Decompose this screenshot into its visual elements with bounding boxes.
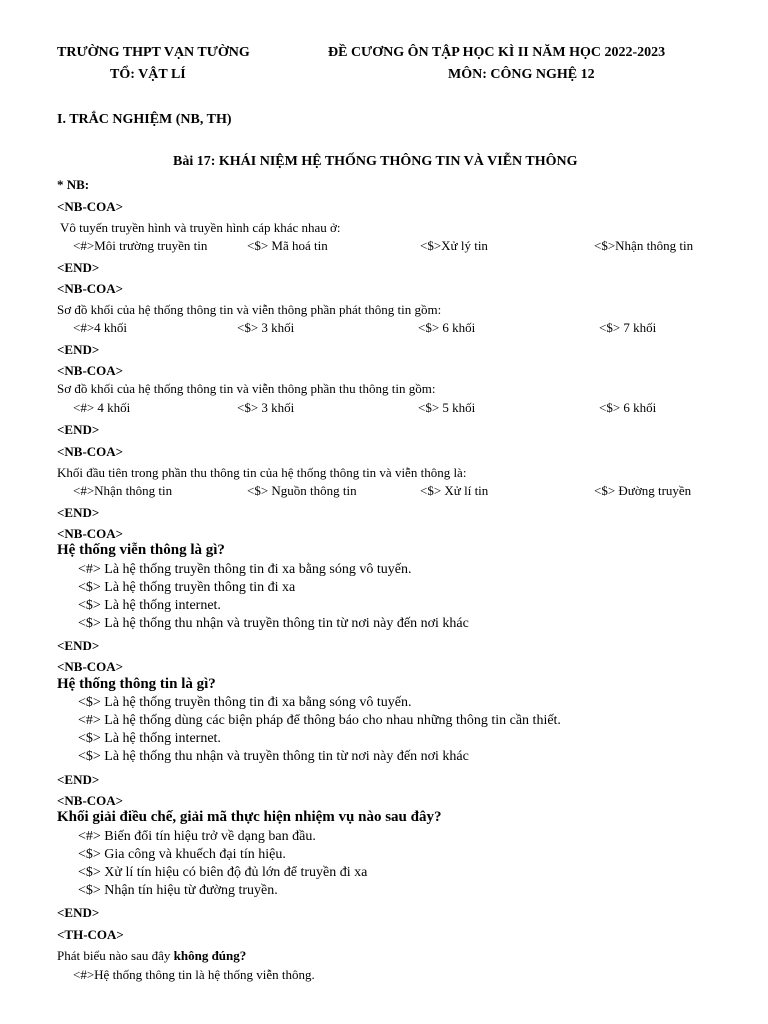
question-tag: <NB-COA> [57, 659, 124, 674]
answer-option: <$> 3 khối [237, 320, 295, 335]
answer-option: <$> Là hệ thống truyền thông tin đi xa bằng sóng vô tuyến. [78, 695, 412, 710]
answer-option: <$> 6 khối [599, 400, 657, 415]
answer-option: <#>Môi trường truyền tin [73, 238, 208, 253]
question-text [57, 948, 246, 964]
school-name: TRƯỜNG THPT VẠN TƯỜNG [57, 45, 250, 60]
answer-option: <$> 7 khối [599, 320, 657, 335]
question-end: <END> [57, 772, 100, 787]
question-tag: <NB-COA> [57, 281, 124, 296]
question-end: <END> [57, 905, 100, 920]
answer-option: <#>Hệ thống thông tin là hệ thống viễn thông. [73, 967, 315, 982]
answer-option: <$> Gia công và khuếch đại tín hiệu. [78, 847, 286, 862]
question-end: <END> [57, 638, 100, 653]
question-end: <END> [57, 422, 100, 437]
question-end: <END> [57, 505, 100, 520]
question-tag: <TH-COA> [57, 927, 124, 942]
question-text: Hệ thống thông tin là gì? [57, 676, 216, 692]
question-end: <END> [57, 342, 100, 357]
answer-option: <$> 3 khối [237, 400, 295, 415]
answer-option: <$> Mã hoá tin [247, 238, 328, 253]
level-label: * NB: [57, 177, 90, 192]
question-text: Khối đầu tiên trong phần thu thông tin của hệ thống thông tin và viễn thông là: [57, 465, 467, 480]
subject-name: MÔN: CÔNG NGHỆ 12 [448, 67, 595, 82]
section-title: I. TRẮC NGHIỆM (NB, TH) [57, 112, 232, 127]
question-text-emphasis: không đúng? [173, 948, 247, 963]
answer-option: <#> 4 khối [73, 400, 131, 415]
question-end: <END> [57, 260, 100, 275]
answer-option: <#> Là hệ thống truyền thông tin đi xa bằng sóng vô tuyến. [78, 562, 412, 577]
question-text-prefix: Phát biểu nào sau đây [57, 948, 174, 963]
question-text: Sơ đồ khối của hệ thống thông tin và viễn thông phần phát thông tin gồm: [57, 302, 442, 317]
question-tag: <NB-COA> [57, 363, 124, 378]
answer-option: <$> Xử lí tín hiệu có biên độ đủ lớn để truyền đi xa [78, 865, 368, 880]
answer-option: <$> Là hệ thống thu nhận và truyền thông tin từ nơi này đến nơi khác [78, 616, 469, 631]
answer-option: <$>Nhận thông tin [594, 238, 694, 253]
answer-option: <$> Nguồn thông tin [247, 483, 357, 498]
question-tag: <NB-COA> [57, 199, 124, 214]
answer-option: <#>4 khối [73, 320, 128, 335]
answer-option: <#>Nhận thông tin [73, 483, 173, 498]
lesson-title: Bài 17: KHÁI NIỆM HỆ THỐNG THÔNG TIN VÀ VIỄN THÔNG [173, 154, 578, 169]
question-tag: <NB-COA> [57, 444, 124, 459]
answer-option: <$> 5 khối [418, 400, 476, 415]
answer-option: <$> Xử lí tin [420, 483, 489, 498]
answer-option: <#> Biến đổi tín hiệu trở về dạng ban đầu. [78, 829, 316, 844]
answer-option: <$> Là hệ thống internet. [78, 731, 221, 746]
question-tag: <NB-COA> [57, 526, 124, 541]
document-title: ĐỀ CƯƠNG ÔN TẬP HỌC KÌ II NĂM HỌC 2022-2023 [328, 45, 666, 60]
question-text: Vô tuyến truyền hình và truyền hình cáp khác nhau ở: [60, 220, 341, 235]
answer-option: <$> 6 khối [418, 320, 476, 335]
department-name: TỔ: VẬT LÍ [110, 67, 186, 82]
question-text: Hệ thống viễn thông là gì? [57, 542, 225, 558]
answer-option: <$> Là hệ thống internet. [78, 598, 221, 613]
answer-option: <#> Là hệ thống dùng các biện pháp để thông báo cho nhau những thông tin cần thiết. [78, 713, 561, 728]
answer-option: <$> Là hệ thống truyền thông tin đi xa [78, 580, 296, 595]
question-text: Khối giải điều chế, giải mã thực hiện nhiệm vụ nào sau đây? [57, 809, 442, 825]
answer-option: <$> Đường truyền [594, 483, 692, 498]
answer-option: <$> Là hệ thống thu nhận và truyền thông tin từ nơi này đến nơi khác [78, 749, 469, 764]
question-tag: <NB-COA> [57, 793, 124, 808]
question-text: Sơ đồ khối của hệ thống thông tin và viễn thông phần thu thông tin gồm: [57, 381, 436, 396]
answer-option: <$> Nhận tín hiệu từ đường truyền. [78, 883, 278, 898]
answer-option: <$>Xử lý tin [420, 238, 488, 253]
